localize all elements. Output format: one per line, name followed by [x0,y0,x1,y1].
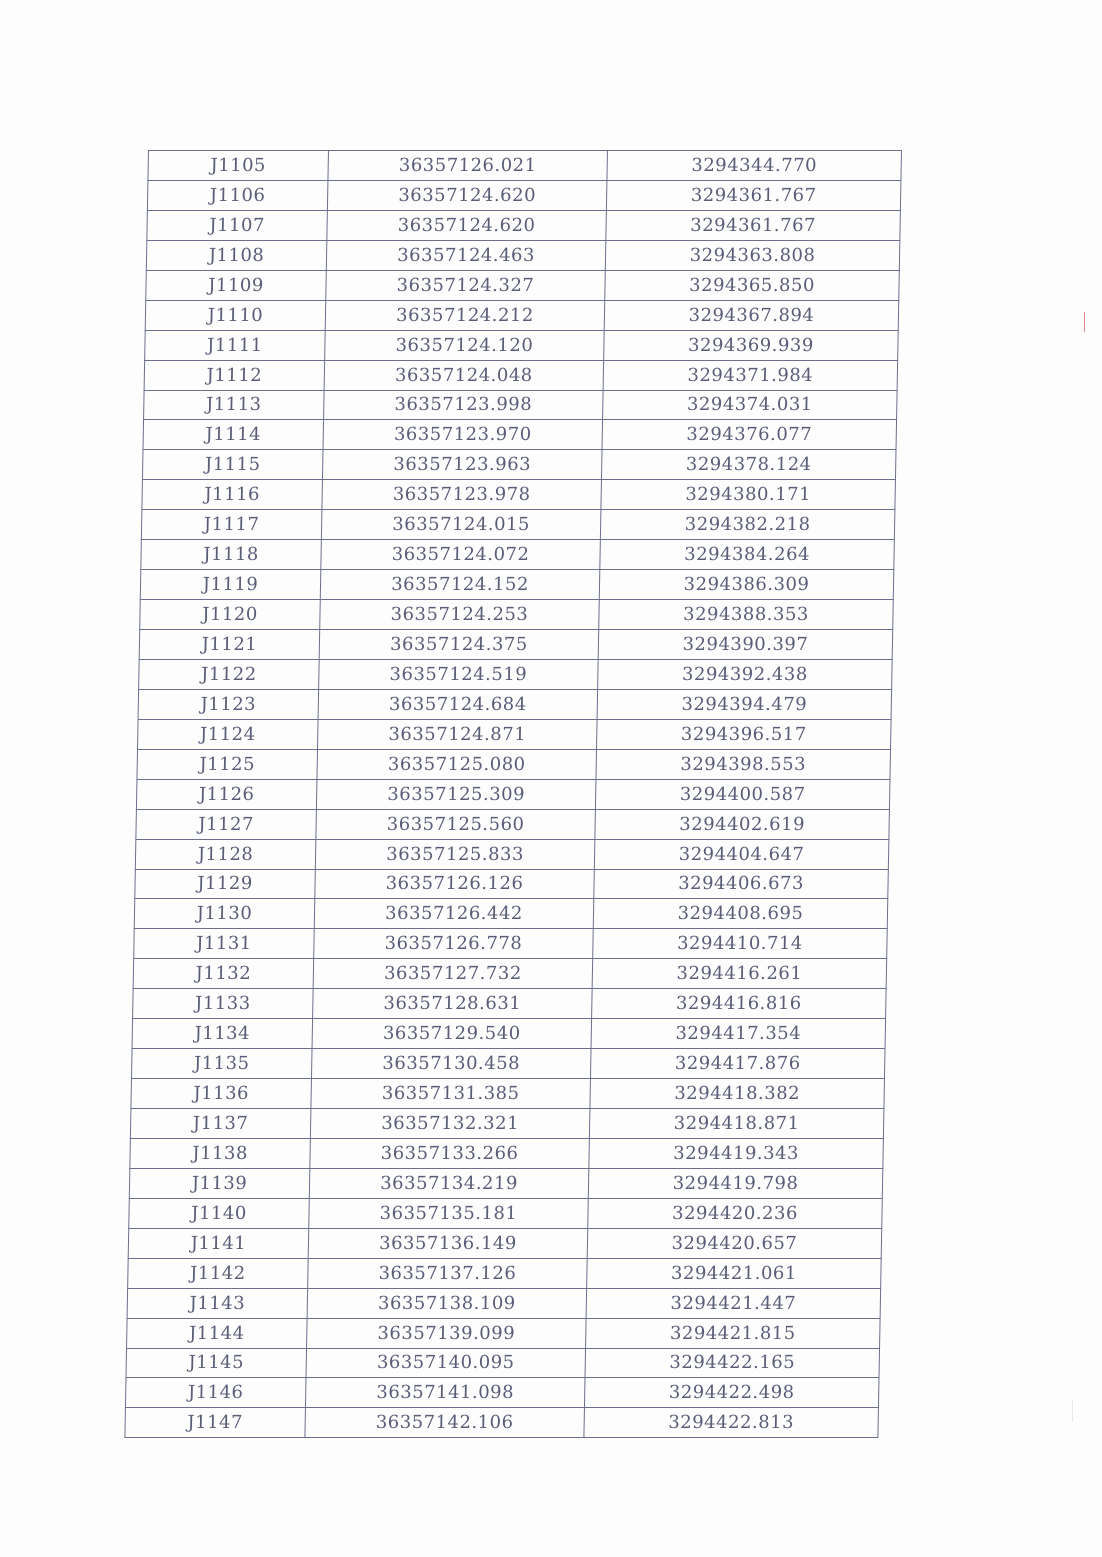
point-id-cell: J1113 [144,390,325,420]
y-coordinate-cell: 3294422.813 [584,1408,879,1438]
x-coordinate-cell: 36357124.871 [318,719,598,749]
x-coordinate-cell: 36357130.458 [311,1049,591,1079]
x-coordinate-cell: 36357124.519 [319,659,599,689]
table-row [134,929,888,959]
table-row [147,210,901,240]
table-row [135,839,889,869]
x-coordinate-cell: 36357123.978 [322,480,602,510]
table-row [148,151,902,181]
scan-artifact-mark [1072,1400,1073,1422]
point-id-cell: J1125 [137,749,318,779]
y-coordinate-cell: 3294421.061 [587,1258,882,1288]
y-coordinate-cell: 3294419.343 [589,1138,884,1168]
y-coordinate-cell: 3294382.218 [600,510,895,540]
point-id-cell: J1132 [133,959,314,989]
coordinate-table [124,150,902,1438]
x-coordinate-cell: 36357138.109 [307,1288,587,1318]
y-coordinate-cell: 3294376.077 [602,420,897,450]
table-row [139,630,893,660]
x-coordinate-cell: 36357131.385 [311,1079,591,1109]
table-row [139,659,893,689]
y-coordinate-cell: 3294374.031 [603,390,898,420]
y-coordinate-cell: 3294419.798 [588,1168,883,1198]
point-id-cell: J1108 [146,240,327,270]
x-coordinate-cell: 36357125.833 [315,839,595,869]
point-id-cell: J1145 [126,1348,307,1378]
point-id-cell: J1138 [130,1138,311,1168]
x-coordinate-cell: 36357124.212 [325,300,605,330]
table-row [132,1019,886,1049]
x-coordinate-cell: 36357124.015 [321,510,601,540]
y-coordinate-cell: 3294421.447 [586,1288,881,1318]
table-row [145,300,899,330]
x-coordinate-cell: 36357124.152 [320,570,600,600]
y-coordinate-cell: 3294420.236 [588,1198,883,1228]
point-id-cell: J1115 [142,450,323,480]
x-coordinate-cell: 36357129.540 [312,1019,592,1049]
table-row [131,1049,885,1079]
point-id-cell: J1107 [147,210,328,240]
y-coordinate-cell: 3294363.808 [605,240,900,270]
x-coordinate-cell: 36357126.442 [314,899,594,929]
y-coordinate-cell: 3294410.714 [593,929,888,959]
table-row [130,1138,884,1168]
point-id-cell: J1120 [140,600,321,630]
point-id-cell: J1133 [133,989,314,1019]
point-id-cell: J1127 [136,809,317,839]
x-coordinate-cell: 36357136.149 [308,1228,588,1258]
table-row [130,1109,884,1139]
table-row [144,360,898,390]
y-coordinate-cell: 3294365.850 [605,270,900,300]
y-coordinate-cell: 3294380.171 [601,480,896,510]
point-id-cell: J1111 [145,330,326,360]
x-coordinate-cell: 36357127.732 [313,959,593,989]
y-coordinate-cell: 3294417.354 [591,1019,886,1049]
x-coordinate-cell: 36357123.998 [324,390,604,420]
y-coordinate-cell: 3294378.124 [601,450,896,480]
point-id-cell: J1114 [143,420,324,450]
point-id-cell: J1121 [139,630,320,660]
x-coordinate-cell: 36357124.684 [318,689,598,719]
x-coordinate-cell: 36357134.219 [309,1168,589,1198]
table-row [141,510,895,540]
point-id-cell: J1123 [138,689,319,719]
table-row [127,1288,881,1318]
table-row [135,869,889,899]
table-row [125,1378,879,1408]
x-coordinate-cell: 36357126.021 [328,151,608,181]
y-coordinate-cell: 3294421.815 [586,1318,881,1348]
point-id-cell: J1129 [135,869,316,899]
point-id-cell: J1141 [128,1228,309,1258]
y-coordinate-cell: 3294344.770 [607,151,902,181]
y-coordinate-cell: 3294402.619 [595,809,890,839]
x-coordinate-cell: 36357139.099 [307,1318,587,1348]
point-id-cell: J1109 [146,270,327,300]
x-coordinate-cell: 36357128.631 [313,989,593,1019]
table-row [146,240,900,270]
x-coordinate-cell: 36357124.620 [327,210,607,240]
point-id-cell: J1112 [144,360,325,390]
x-coordinate-cell: 36357124.120 [325,330,605,360]
table-row [143,420,897,450]
point-id-cell: J1106 [147,180,328,210]
y-coordinate-cell: 3294398.553 [596,749,891,779]
x-coordinate-cell: 36357124.253 [320,600,600,630]
x-coordinate-cell: 36357132.321 [310,1109,590,1139]
table-row [147,180,901,210]
table-row [142,450,896,480]
table-row [141,540,895,570]
table-row [129,1168,883,1198]
table-row [128,1258,882,1288]
point-id-cell: J1137 [130,1109,311,1139]
y-coordinate-cell: 3294420.657 [587,1228,882,1258]
point-id-cell: J1147 [125,1408,306,1438]
table-row [126,1348,880,1378]
y-coordinate-cell: 3294371.984 [603,360,898,390]
point-id-cell: J1131 [134,929,315,959]
table-row [136,809,890,839]
point-id-cell: J1105 [148,151,329,181]
table-row [144,390,898,420]
y-coordinate-cell: 3294394.479 [597,689,892,719]
point-id-cell: J1118 [141,540,322,570]
table-row [146,270,900,300]
y-coordinate-cell: 3294390.397 [598,630,893,660]
point-id-cell: J1126 [136,779,317,809]
x-coordinate-cell: 36357135.181 [309,1198,589,1228]
y-coordinate-cell: 3294406.673 [594,869,889,899]
y-coordinate-cell: 3294417.876 [590,1049,885,1079]
x-coordinate-cell: 36357124.072 [321,540,601,570]
point-id-cell: J1144 [127,1318,308,1348]
point-id-cell: J1119 [140,570,321,600]
y-coordinate-cell: 3294361.767 [606,180,901,210]
table-row [133,959,887,989]
y-coordinate-cell: 3294404.647 [594,839,889,869]
x-coordinate-cell: 36357123.970 [323,420,603,450]
point-id-cell: J1146 [125,1378,306,1408]
y-coordinate-cell: 3294418.382 [590,1079,885,1109]
y-coordinate-cell: 3294422.498 [584,1378,879,1408]
x-coordinate-cell: 36357142.106 [305,1408,585,1438]
x-coordinate-cell: 36357124.620 [327,180,607,210]
point-id-cell: J1128 [135,839,316,869]
table-row [140,570,894,600]
point-id-cell: J1139 [129,1168,310,1198]
x-coordinate-cell: 36357125.309 [316,779,596,809]
point-id-cell: J1136 [131,1079,312,1109]
x-coordinate-cell: 36357137.126 [308,1258,588,1288]
table-row [127,1318,881,1348]
table-row [136,779,890,809]
x-coordinate-cell: 36357126.126 [315,869,595,899]
y-coordinate-cell: 3294400.587 [595,779,890,809]
x-coordinate-cell: 36357126.778 [314,929,594,959]
x-coordinate-cell: 36357141.098 [305,1378,585,1408]
point-id-cell: J1110 [145,300,326,330]
point-id-cell: J1122 [139,659,320,689]
table-row [138,719,892,749]
point-id-cell: J1124 [138,719,319,749]
table-row [140,600,894,630]
table-row [142,480,896,510]
y-coordinate-cell: 3294408.695 [593,899,888,929]
table-row [128,1228,882,1258]
point-id-cell: J1134 [132,1019,313,1049]
table-row [133,989,887,1019]
point-id-cell: J1140 [129,1198,310,1228]
y-coordinate-cell: 3294396.517 [597,719,892,749]
table-row [138,689,892,719]
table-row [129,1198,883,1228]
x-coordinate-cell: 36357124.375 [319,630,599,660]
x-coordinate-cell: 36357133.266 [310,1138,590,1168]
point-id-cell: J1130 [134,899,315,929]
x-coordinate-cell: 36357140.095 [306,1348,586,1378]
y-coordinate-cell: 3294388.353 [599,600,894,630]
y-coordinate-cell: 3294422.165 [585,1348,880,1378]
point-id-cell: J1117 [141,510,322,540]
y-coordinate-cell: 3294384.264 [600,540,895,570]
y-coordinate-cell: 3294361.767 [606,210,901,240]
point-id-cell: J1143 [127,1288,308,1318]
y-coordinate-cell: 3294367.894 [604,300,899,330]
table-row [137,749,891,779]
coordinate-table-body [125,151,902,1438]
table-row [145,330,899,360]
point-id-cell: J1142 [128,1258,309,1288]
y-coordinate-cell: 3294416.816 [592,989,887,1019]
y-coordinate-cell: 3294418.871 [589,1109,884,1139]
y-coordinate-cell: 3294386.309 [599,570,894,600]
x-coordinate-cell: 36357124.048 [324,360,604,390]
y-coordinate-cell: 3294369.939 [604,330,899,360]
table-row [134,899,888,929]
table-row [125,1408,879,1438]
x-coordinate-cell: 36357125.560 [316,809,596,839]
scan-artifact-mark [1084,312,1085,332]
table-row [131,1079,885,1109]
x-coordinate-cell: 36357125.080 [317,749,597,779]
point-id-cell: J1116 [142,480,323,510]
y-coordinate-cell: 3294392.438 [598,659,893,689]
point-id-cell: J1135 [131,1049,312,1079]
x-coordinate-cell: 36357123.963 [322,450,602,480]
x-coordinate-cell: 36357124.327 [326,270,606,300]
x-coordinate-cell: 36357124.463 [326,240,606,270]
y-coordinate-cell: 3294416.261 [592,959,887,989]
